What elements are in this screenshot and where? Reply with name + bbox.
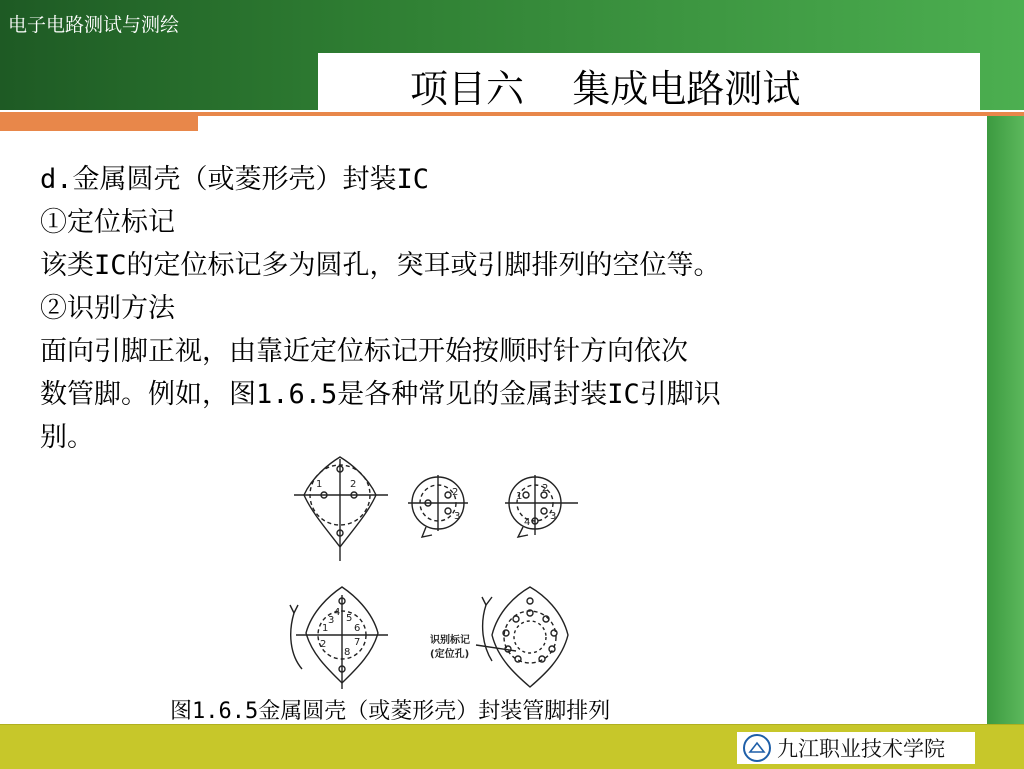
pin-label: 7	[354, 637, 361, 648]
text-line: 别。	[40, 422, 94, 453]
diamond-package-icon	[290, 587, 388, 689]
pin-label: 6	[354, 623, 361, 634]
pin-label: 2	[542, 483, 549, 494]
pin-diagram	[280, 455, 600, 695]
pin-label: 4	[334, 607, 341, 618]
project-title: 项目六 集成电路测试	[410, 67, 801, 111]
text-line: 该类IC的定位标记多为圆孔，突耳或引脚排列的空位等。	[40, 250, 721, 281]
pin-label: 3	[550, 511, 557, 522]
school-name: 九江职业技术学院	[777, 737, 945, 761]
callout-label: (定位孔)	[430, 649, 470, 660]
course-title: 电子电路测试与测绘	[8, 14, 180, 36]
figure-caption: 图1.6.5金属圆壳（或菱形壳）封装管脚排列	[170, 699, 611, 724]
text-line: d.金属圆壳（或菱形壳）封装IC	[40, 164, 430, 195]
callout-label: 识别标记	[430, 635, 470, 646]
round-package-icon	[505, 475, 578, 537]
pin-label: 2	[350, 479, 357, 490]
pin-label: 5	[346, 613, 353, 624]
pin-label: 3	[454, 511, 461, 522]
side-bar	[987, 116, 1024, 724]
diamond-package-icon	[476, 587, 568, 687]
pin-label: 3	[328, 615, 335, 626]
pin-label: 8	[344, 647, 351, 658]
pin-label: 4	[524, 517, 531, 528]
round-package-icon	[408, 475, 468, 537]
text-line: 面向引脚正视，由靠近定位标记开始按顺时针方向依次	[40, 336, 688, 367]
text-line: 数管脚。例如，图1.6.5是各种常见的金属封装IC引脚识	[40, 379, 721, 410]
pin-label: 2	[452, 487, 459, 498]
pin-label: 2	[320, 639, 327, 650]
pin-diagram-svg	[280, 455, 600, 695]
text-line: ②识别方法	[40, 293, 175, 324]
pin-label: 1	[322, 623, 329, 634]
school-emblem-icon	[743, 734, 771, 762]
text-line: ①定位标记	[40, 207, 175, 238]
pin-label: 1	[316, 479, 323, 490]
body-text	[40, 158, 970, 459]
diamond-package-icon	[294, 457, 388, 561]
accent-tab	[0, 116, 198, 131]
pin-label: 1	[516, 491, 523, 502]
school-badge	[737, 732, 975, 764]
